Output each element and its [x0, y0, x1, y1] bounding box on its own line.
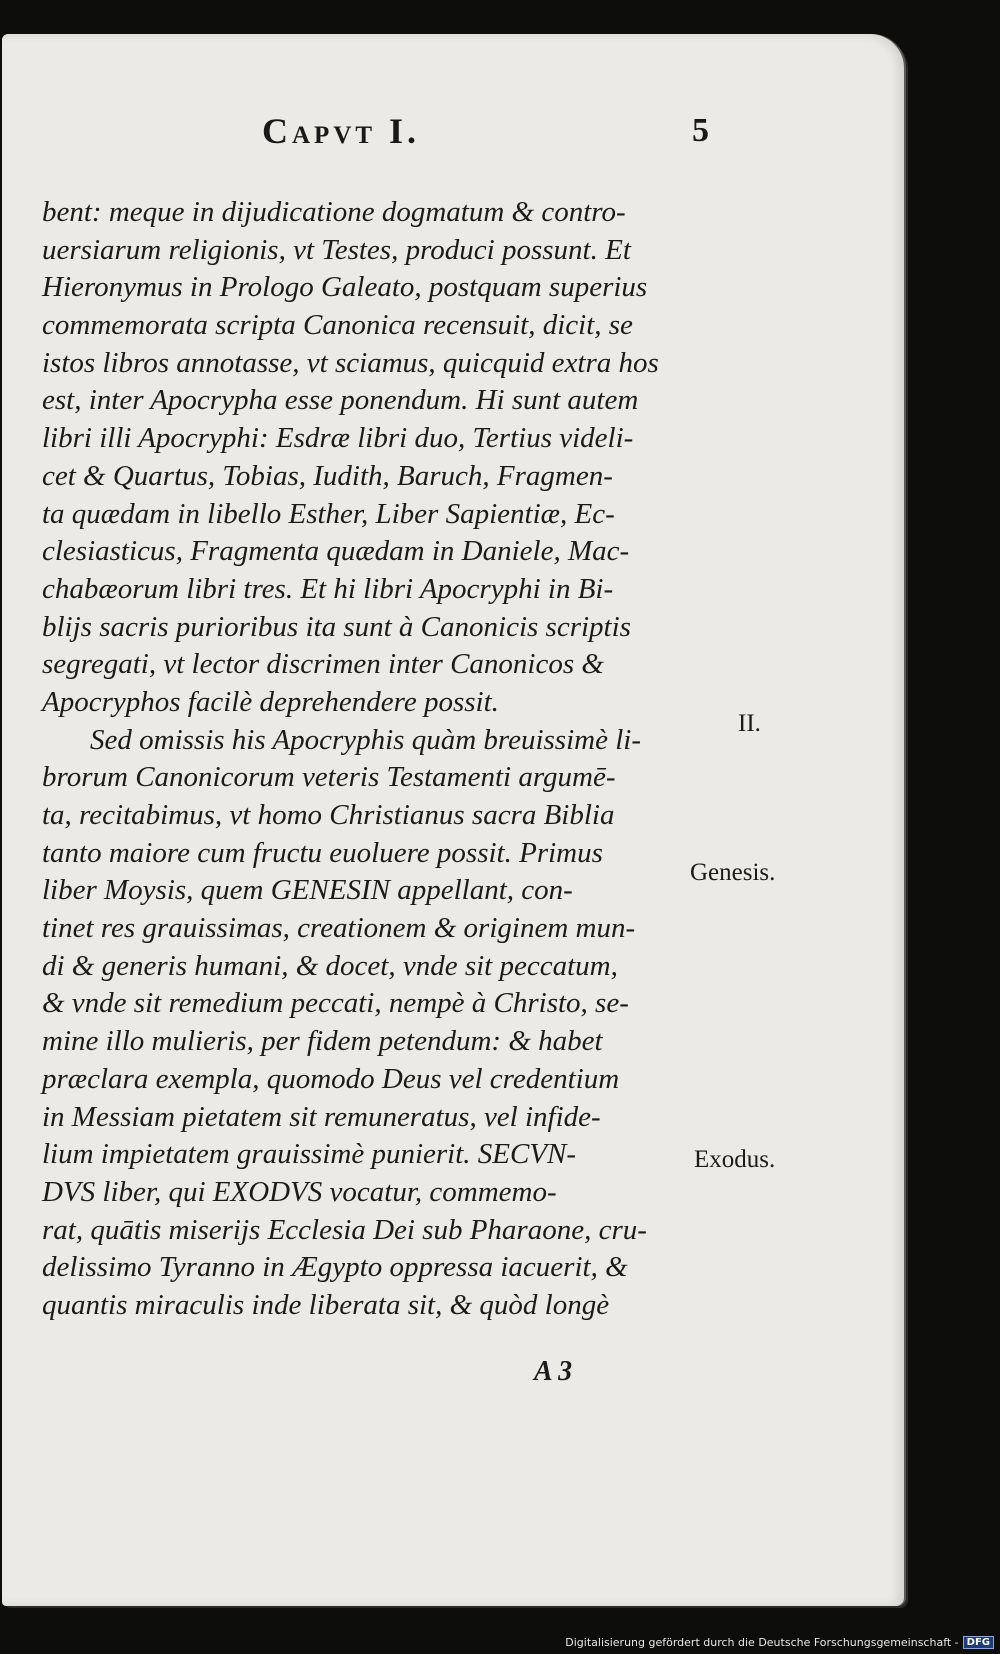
signature-mark: A 3: [534, 1356, 573, 1387]
text-line: brorum Canonicorum veteris Testamenti argumē-: [42, 761, 616, 794]
running-head: [262, 110, 722, 170]
text-line: Hieronymus in Prologo Galeato, postquam superius: [42, 271, 648, 304]
text-line: commemorata scripta Canonica recensuit, dicit, se: [42, 309, 633, 342]
text-line: DVS liber, qui EXODVS vocatur, commemo-: [42, 1175, 557, 1208]
text-line: ta, recitabimus, vt homo Christianus sacra Biblia: [42, 799, 615, 831]
text-line: lium impietatem grauissimè punierit. SECVN-: [42, 1138, 577, 1171]
text-line: Apocryphos facilè deprehendere possit.: [42, 685, 499, 718]
text-line: quantis miraculis inde liberata sit, & quòd longè: [42, 1288, 610, 1321]
text-line: ta quædam in libello Esther, Liber Sapientiæ, Ec-: [42, 497, 615, 530]
text-line: liber Moysis, quem GENESIN appellant, con-: [42, 874, 573, 907]
text-line: chabæorum libri tres. Et hi libri Apocryphi in Bi-: [42, 572, 614, 605]
body-text: [42, 194, 732, 1325]
text-line: istos libros annotasse, vt sciamus, quicquid extra hos: [42, 346, 659, 379]
chapter-title: Capvt I.: [262, 111, 421, 151]
text-line: cet & Quartus, Tobias, Iudith, Baruch, Fragmen-: [42, 459, 613, 492]
digitization-footer: [565, 1636, 994, 1649]
text-line: tinet res grauissimas, creationem & originem mun-: [42, 912, 636, 945]
text-line: bent: meque in dijudicatione dogmatum & contro-: [42, 196, 626, 228]
text-line: tanto maiore cum fructu euoluere possit. Primus: [42, 836, 603, 869]
text-line: mine illo mulieris, per fidem petendum: & habet: [42, 1025, 603, 1058]
margin-note-section-number: II.: [738, 710, 761, 737]
text-line: blijs sacris purioribus ita sunt à Canonicis scriptis: [42, 610, 631, 643]
book-page: [2, 34, 904, 1606]
footer-credit: Digitalisierung gefördert durch die Deutsche Forschungsgemeinschaft -: [565, 1636, 959, 1649]
margin-note-exodus: Exodus.: [694, 1146, 776, 1173]
text-line: libri illi Apocryphi: Esdræ libri duo, Tertius videli-: [42, 422, 634, 455]
text-line: Sed omissis his Apocryphis quàm breuissimè li-: [90, 723, 641, 756]
text-line: est, inter Apocrypha esse ponendum. Hi sunt autem: [42, 384, 639, 417]
text-line: in Messiam pietatem sit remuneratus, vel infide-: [42, 1100, 601, 1133]
text-line: uersiarum religionis, vt Testes, produci possunt. Et: [42, 233, 631, 266]
text-line: rat, quātis miserijs Ecclesia Dei sub Pharaone, cru-: [42, 1213, 647, 1246]
text-line: delissimo Tyranno in Ægypto oppressa iacuerit, &: [42, 1251, 628, 1284]
text-line: segregati, vt lector discrimen inter Canonicos &: [42, 648, 604, 681]
text-line: di & generis humani, & docet, vnde sit peccatum,: [42, 949, 618, 982]
page-number: 5: [692, 112, 709, 149]
margin-note-genesis: Genesis.: [690, 859, 776, 886]
dfg-logo: DFG: [963, 1636, 994, 1649]
text-line: & vnde sit remedium peccati, nempè à Christo, se-: [42, 987, 629, 1020]
text-line: clesiasticus, Fragmenta quædam in Daniele, Mac-: [42, 535, 630, 568]
text-line: præclara exempla, quomodo Deus vel credentium: [42, 1062, 620, 1095]
